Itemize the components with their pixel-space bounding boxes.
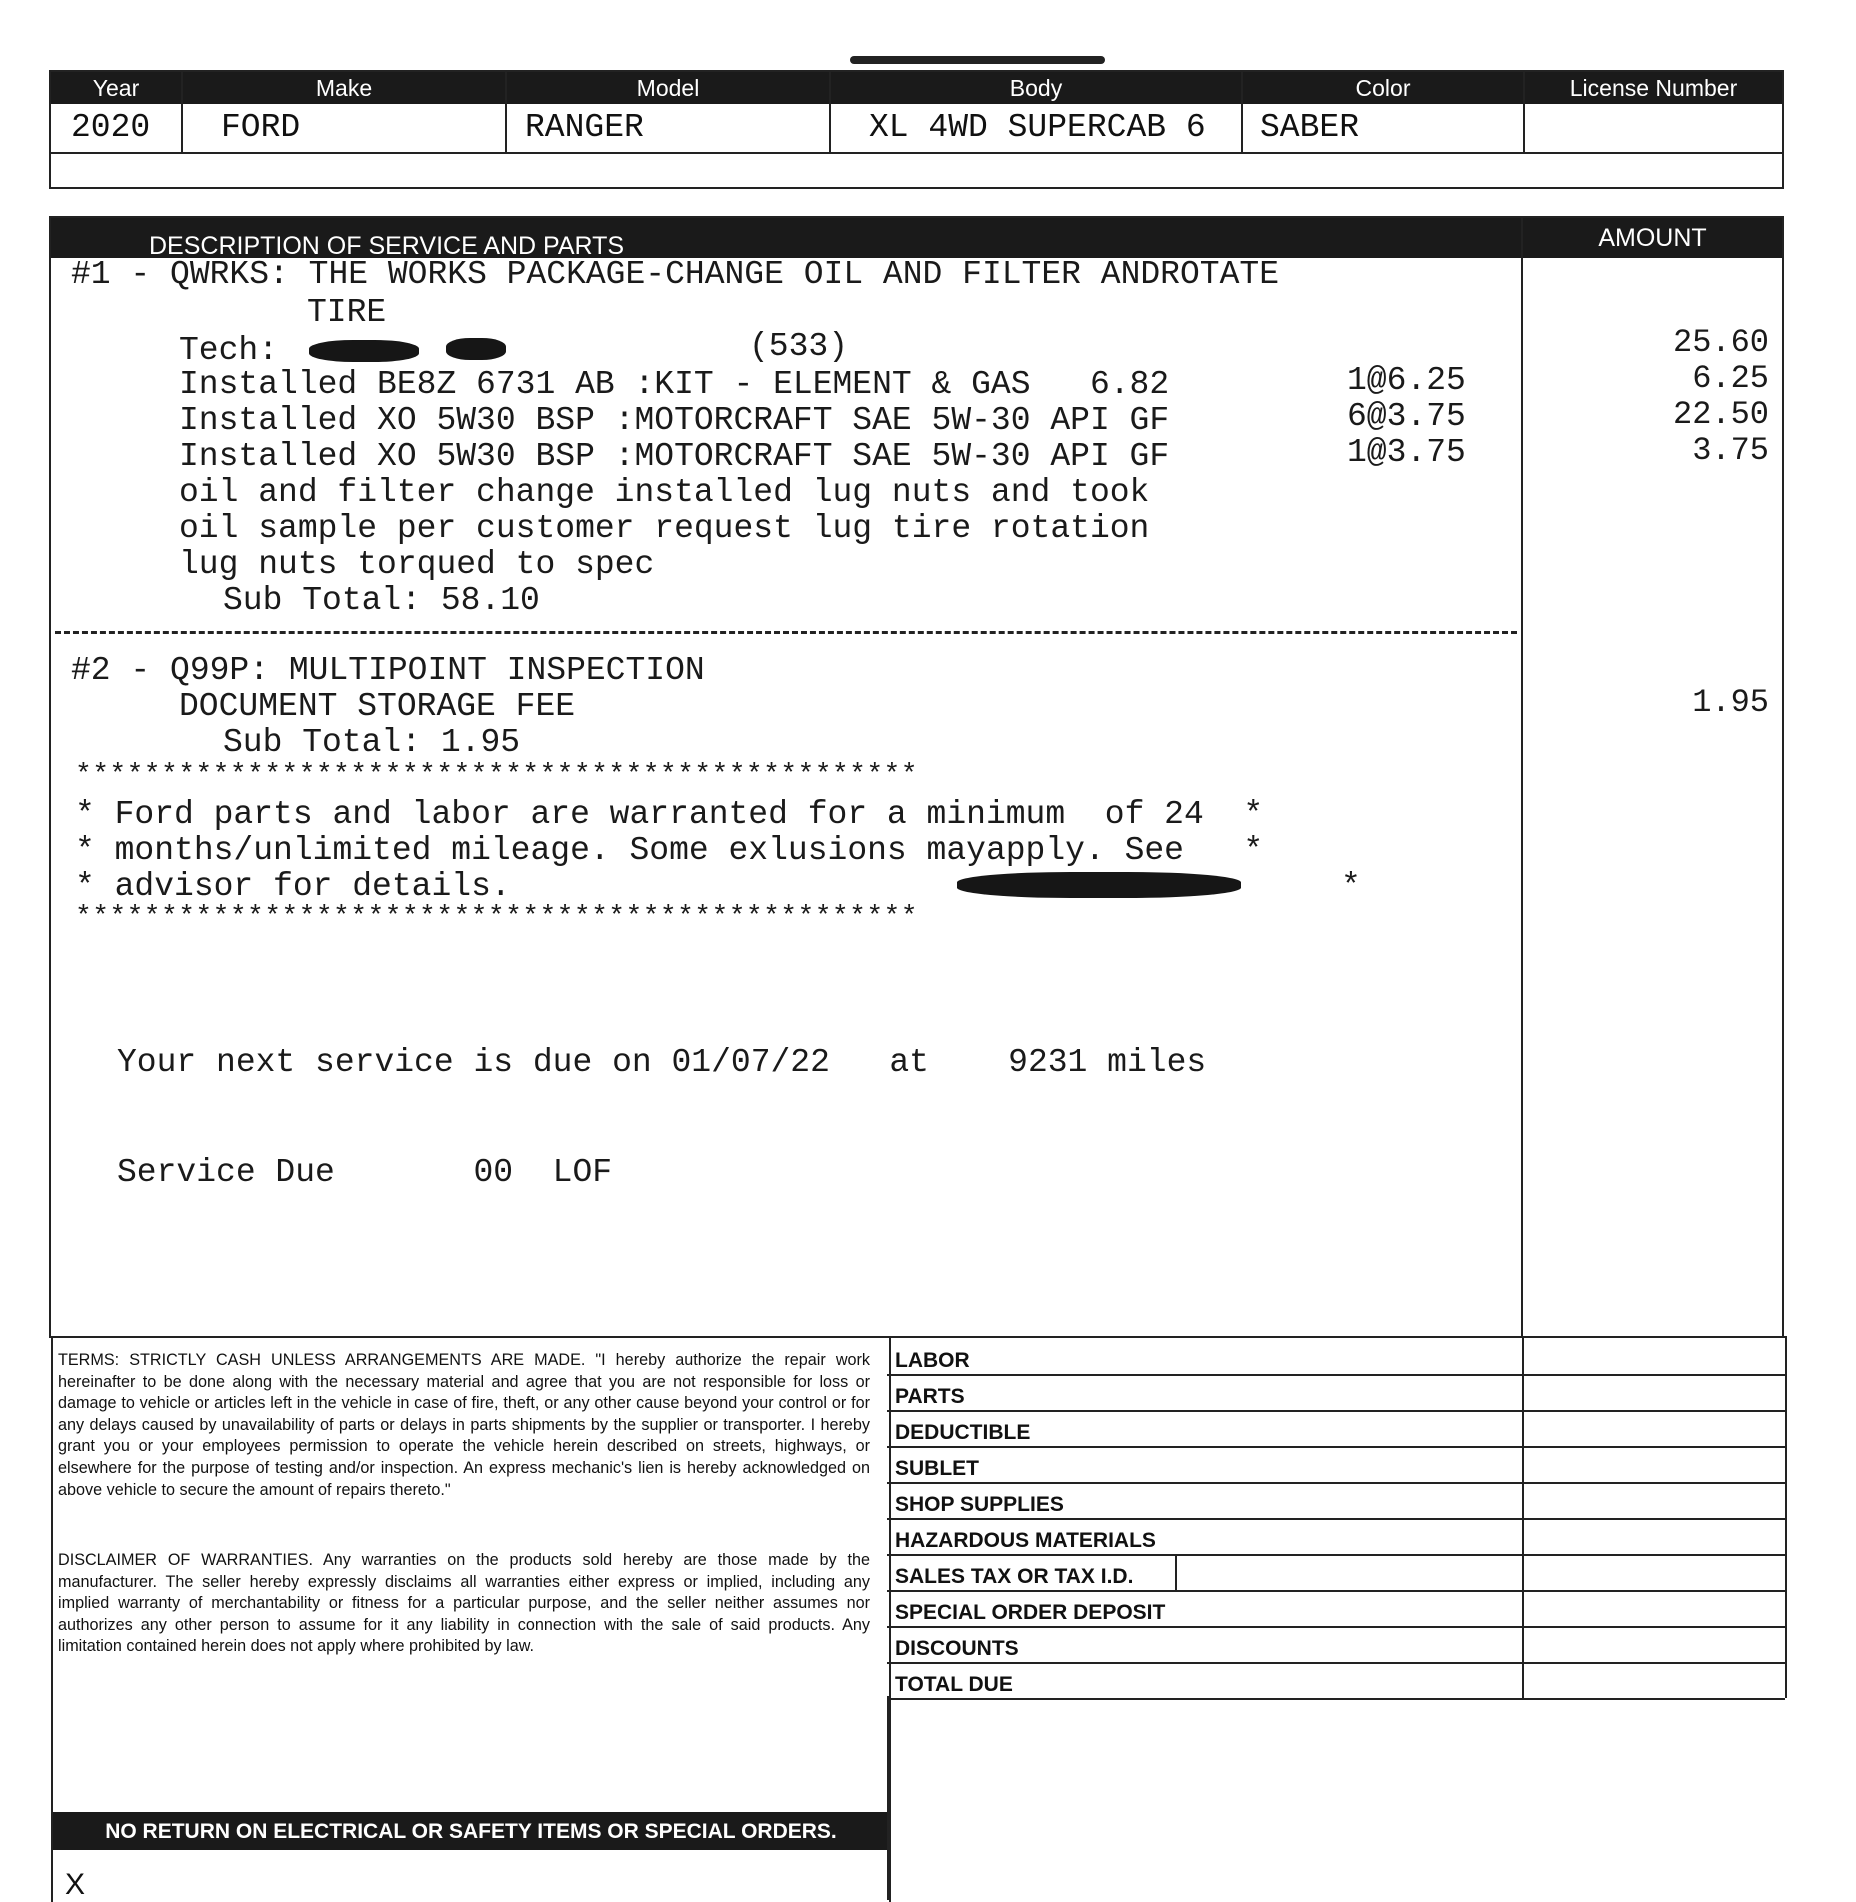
vehicle-table <box>49 70 1784 189</box>
service-due: Service Due 00 LOF <box>117 1154 613 1191</box>
totals-row-parts <box>887 1374 1785 1412</box>
job1-tech-code: (533) <box>749 328 849 365</box>
vehicle-body: XL 4WD SUPERCAB 6 <box>869 109 1206 146</box>
signature-field[interactable]: X <box>65 1868 86 1901</box>
totals-label: DEDUCTIBLE <box>895 1421 1031 1444</box>
header-color: Color <box>1355 75 1411 101</box>
totals-row-labor <box>887 1338 1785 1376</box>
totals-row-shop-supplies <box>887 1482 1785 1520</box>
warranty-line-3-end: * <box>1341 868 1361 905</box>
job1-title-cont: TIRE <box>307 294 387 331</box>
part-amount-3: 3.75 <box>1692 432 1769 469</box>
totals-row-total-due <box>887 1662 1785 1700</box>
warranty-stars-bottom: ************************************************* <box>75 902 918 933</box>
vehicle-make: FORD <box>221 109 301 146</box>
totals-label: SPECIAL ORDER DEPOSIT <box>895 1601 1166 1624</box>
header-model: Model <box>636 75 700 101</box>
lower-right-border <box>887 1696 889 1900</box>
part-qty-2: 6@3.75 <box>1347 398 1466 435</box>
job2-title: #2 - Q99P: MULTIPOINT INSPECTION <box>71 652 705 689</box>
totals-label: DISCOUNTS <box>895 1637 1019 1660</box>
part-line-3: Installed XO 5W30 BSP :MOTORCRAFT SAE 5W-30 API GF <box>179 438 1170 475</box>
disclaimer-text: DISCLAIMER OF WARRANTIES. Any warranties on the products sold hereby are those made by the manufacturer. The seller hereby expressly disclaims all warranties either express or implied, including any implied warranty of merchantability or fitness for a particular purpose, and the seller neither assumes nor authorizes any other person to assume for it any liability in connection with the sale of said products. Any limitation contained herein does not apply where prohibited by law. <box>58 1551 870 1656</box>
header-body: Body <box>1009 75 1063 101</box>
next-service-notice: Your next service is due on 01/07/22 at 9231 miles <box>117 1044 1207 1081</box>
warranty-line-3: * advisor for details. <box>75 868 511 905</box>
no-return-banner: NO RETURN ON ELECTRICAL OR SAFETY ITEMS OR SPECIAL ORDERS. <box>53 1812 889 1850</box>
totals-row-special-order-deposit <box>887 1590 1785 1628</box>
header-year: Year <box>92 75 140 101</box>
totals-row-discounts <box>887 1626 1785 1664</box>
totals-label: PARTS <box>895 1385 965 1408</box>
part-qty-3: 1@3.75 <box>1347 434 1466 471</box>
job1-note-2: oil sample per customer request lug tire rotation <box>179 510 1150 547</box>
job1-tech-label: Tech: <box>179 332 279 369</box>
header-make: Make <box>315 75 373 101</box>
totals-table <box>887 1336 1787 1698</box>
totals-label: LABOR <box>895 1349 970 1372</box>
part-qty-1: 1@6.25 <box>1347 362 1466 399</box>
vehicle-year: 2020 <box>71 109 151 146</box>
job-separator <box>55 631 1517 634</box>
advisor-name-redaction <box>957 872 1241 898</box>
service-description-box <box>49 216 1784 1338</box>
service-header-description: DESCRIPTION OF SERVICE AND PARTS <box>149 232 625 260</box>
totals-row-sublet <box>887 1446 1785 1484</box>
top-redaction <box>850 56 1105 64</box>
job2-fee-amount: 1.95 <box>1692 684 1769 721</box>
job1-note-3: lug nuts torqued to spec <box>179 546 655 583</box>
job2-subtotal: Sub Total: 1.95 <box>223 724 521 761</box>
job1-title: #1 - QWRKS: THE WORKS PACKAGE-CHANGE OIL AND FILTER ANDROTATE <box>71 256 1279 293</box>
tech-name-redaction-2 <box>446 338 506 360</box>
service-header-amount: AMOUNT <box>1598 224 1707 252</box>
totals-row-hazardous-materials <box>887 1518 1785 1556</box>
vehicle-model: RANGER <box>525 109 644 146</box>
totals-row-sales-tax <box>887 1554 1785 1592</box>
part-line-1: Installed BE8Z 6731 AB :KIT - ELEMENT & GAS 6.82 <box>179 366 1170 403</box>
tech-name-redaction <box>309 340 419 362</box>
terms-box <box>51 1336 891 1902</box>
job1-subtotal: Sub Total: 58.10 <box>223 582 540 619</box>
terms-text: TERMS: STRICTLY CASH UNLESS ARRANGEMENTS ARE MADE. "I hereby authorize the repair work hereinafter to be done along with the necessary material and agree that you are not responsible for loss or damage to vehicle or articles left in the vehicle in case of fire, theft, or any other cause beyond your control or for any delays caused by unavailability of parts or delays in parts shipments by the supplier or transporter. I hereby grant you or your employees permission to operate the vehicle herein described on streets, highways, or elsewhere for the purpose of testing and/or inspection. An express mechanic's lien is hereby acknowledged on above vehicle to secure the amount of repairs thereto." <box>58 1351 870 1499</box>
part-line-2: Installed XO 5W30 BSP :MOTORCRAFT SAE 5W-30 API GF <box>179 402 1170 439</box>
warranty-line-2: * months/unlimited mileage. Some exlusions mayapply. See * <box>75 832 1264 869</box>
job2-fee: DOCUMENT STORAGE FEE <box>179 688 576 725</box>
header-license: License Number <box>1569 75 1738 101</box>
totals-label: SHOP SUPPLIES <box>895 1493 1064 1516</box>
part-amount-2: 22.50 <box>1672 396 1769 433</box>
vehicle-color: SABER <box>1260 109 1360 146</box>
job1-tech-amount: 25.60 <box>1672 324 1769 361</box>
totals-label: SUBLET <box>895 1457 979 1480</box>
warranty-line-1: * Ford parts and labor are warranted for a minimum of 24 * <box>75 796 1264 833</box>
totals-label: SALES TAX OR TAX I.D. <box>895 1565 1134 1588</box>
part-amount-1: 6.25 <box>1692 360 1769 397</box>
totals-row-deductible <box>887 1410 1785 1448</box>
warranty-stars-top: ************************************************* <box>75 760 918 791</box>
totals-label: HAZARDOUS MATERIALS <box>895 1529 1156 1552</box>
totals-label: TOTAL DUE <box>895 1673 1013 1696</box>
job1-note-1: oil and filter change installed lug nuts and took <box>179 474 1150 511</box>
